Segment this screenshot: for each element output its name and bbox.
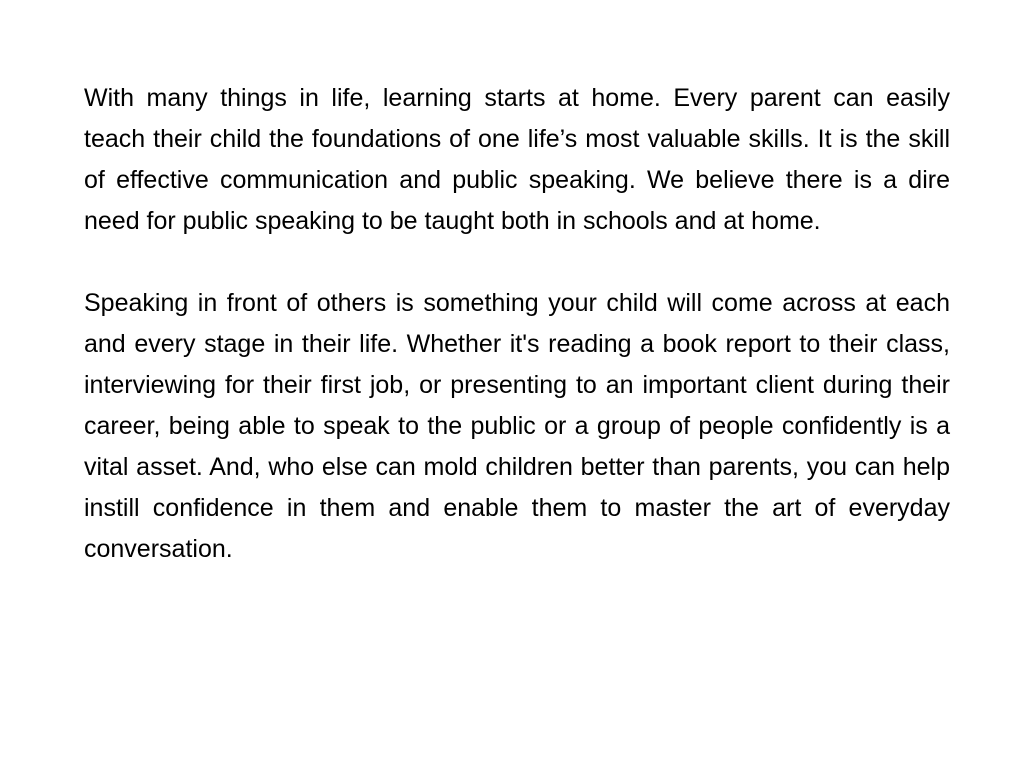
paragraph-learning-at-home: With many things in life, learning starts at home. Every parent can easily teach their child the foundations of one life’s most valuable skills. It is the skill of effective communication and public speaking. We believe there is a dire need for public speaking to be taught both in schools and at home. xyxy=(84,84,950,235)
body-text xyxy=(84,78,950,570)
paragraph-speaking-in-front-of-others: Speaking in front of others is something your child will come across at each and every stage in their life. Whether it's reading a book report to their class, interviewing for their first job, or presenting to an important client during their career, being able to speak to the public or a group of people confidently is a vital asset. And, who else can mold children better than parents, you can help instill confidence in them and enable them to master the art of everyday conversation. xyxy=(84,289,950,563)
